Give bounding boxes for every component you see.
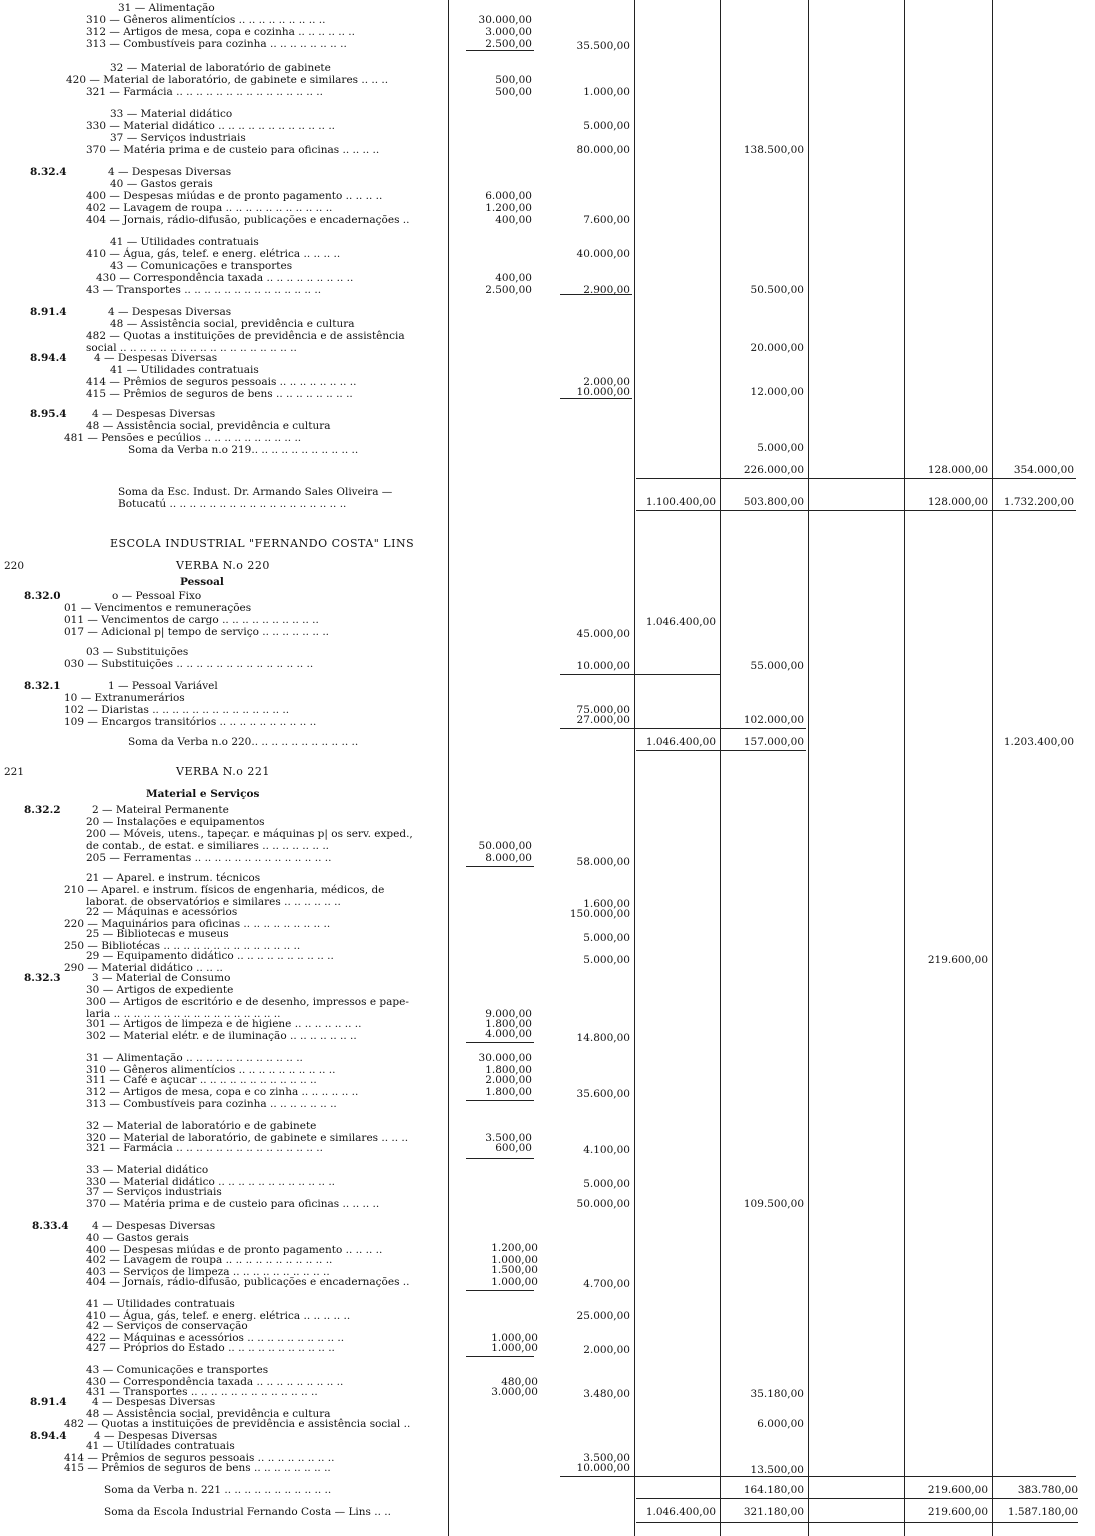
rule [466, 1158, 534, 1159]
line-item-text: o — Pessoal Fixo [112, 590, 202, 602]
rule [466, 1042, 534, 1043]
amount-value: 2.000,00 [583, 1344, 630, 1356]
amount-value: 102.000,00 [743, 714, 804, 726]
amount-value: 383.780,00 [1017, 1484, 1078, 1496]
line-item-text: 414 — Prêmios de seguros pessoais .. .. .. .. .. .. .. .. [86, 376, 357, 388]
line-item-text: 4 — Despesas Diversas [94, 352, 218, 364]
amount-value: 20.000,00 [750, 342, 804, 354]
line-item-text: 41 — Utilidades contratuais [86, 1440, 235, 1452]
line-item-text: 43 — Transportes .. .. .. .. .. .. .. .. .. .. .. .. .. .. [86, 284, 322, 296]
line-item-text: 321 — Farmácia .. .. .. .. .. .. .. .. .. .. .. .. .. .. .. [86, 86, 323, 98]
line-item-text: 310 — Gêneros alimentícios .. .. .. .. .. .. .. .. .. [86, 14, 326, 26]
rule [636, 1498, 1078, 1499]
line-item-text: 420 — Material de laboratório, de gabinete e similares .. .. .. [66, 74, 389, 86]
line-item-text: 03 — Substituições [86, 646, 189, 658]
line-item-text: 41 — Utilidades contratuais [110, 236, 259, 248]
amount-value: 600,00 [495, 1142, 532, 1154]
line-item-text: 4 — Despesas Diversas [92, 1220, 216, 1232]
classification-code: 8.94.4 [30, 352, 67, 364]
column-rule-4 [808, 0, 809, 1536]
amount-value: 2.900,00 [583, 284, 630, 296]
amount-value: 30.000,00 [478, 1052, 532, 1064]
amount-value: 1.200,00 [485, 202, 532, 214]
line-item-text: 290 — Material didático .. .. .. [64, 962, 223, 974]
line-item-text: Soma da Verba n.o 219.. .. .. .. .. .. .. .. .. .. .. [128, 444, 359, 456]
amount-value: 50.000,00 [576, 1198, 630, 1210]
amount-value: 10.000,00 [576, 386, 630, 398]
amount-value: 25.000,00 [576, 1310, 630, 1322]
line-item-text: 29 — Equipamento didático .. .. .. .. .. .. .. .. .. .. [86, 950, 334, 962]
amount-value: 219.600,00 [927, 1506, 988, 1518]
amount-value: 1.000,00 [491, 1254, 538, 1266]
line-item-text: 250 — Bibliotécas .. .. .. .. .. .. .. .. .. .. .. .. .. .. [64, 940, 301, 952]
amount-value: 3.000,00 [491, 1386, 538, 1398]
amount-value: 500,00 [495, 86, 532, 98]
line-item-text: 01 — Vencimentos e remunerações [64, 602, 252, 614]
line-item-text: 312 — Artigos de mesa, copa e co zinha .. .. .. .. .. .. [86, 1086, 359, 1098]
amount-value: 1.203.400,00 [1003, 736, 1074, 748]
line-item-text: 414 — Prêmios de seguros pessoais .. .. .. .. .. .. .. .. [64, 1452, 335, 1464]
amount-value: 3.500,00 [583, 1452, 630, 1464]
line-item-text: 33 — Material didático [110, 108, 233, 120]
line-item-text: 200 — Móveis, utens., tapeçar. e máquinas p| os serv. exped., [86, 828, 413, 840]
line-item-text: 320 — Material de laboratório, de gabinete e similares .. .. .. [86, 1132, 409, 1144]
classification-code: 8.91.4 [30, 306, 67, 318]
line-item-text: 404 — Jornais, rádio-difusão, publicações e encadernações .. [86, 1276, 410, 1288]
amount-value: 128.000,00 [927, 464, 988, 476]
line-item-text: 21 — Aparel. e instrum. técnicos [86, 872, 261, 884]
amount-value: 480,00 [501, 1376, 538, 1388]
amount-value: 5.000,00 [583, 120, 630, 132]
line-item-text: 402 — Lavagem de roupa .. .. .. .. .. .. .. .. .. .. .. [86, 202, 333, 214]
rule [636, 750, 806, 751]
line-item-text: 403 — Serviços de limpeza .. .. .. .. .. .. .. .. .. .. [86, 1266, 330, 1278]
line-item-text: 48 — Assistência social, previdência e cultura [86, 420, 331, 432]
line-item-text: 40 — Gastos gerais [86, 1232, 189, 1244]
line-item-text: Soma da Esc. Indust. Dr. Armando Sales Oliveira — [118, 486, 393, 498]
amount-value: 1.046.400,00 [645, 736, 716, 748]
line-item-text: Soma da Verba n.o 220.. .. .. .. .. .. .. .. .. .. .. [128, 736, 359, 748]
amount-value: 500,00 [495, 74, 532, 86]
line-item-text: 43 — Comunicações e transportes [86, 1364, 269, 1376]
line-item-text: laborat. de observatórios e similares .. .. .. .. .. .. [86, 896, 341, 908]
amount-value: 45.000,00 [576, 628, 630, 640]
line-item-text: 402 — Lavagem de roupa .. .. .. .. .. .. .. .. .. .. .. [86, 1254, 333, 1266]
line-item-text: 011 — Vencimentos de cargo .. .. .. .. .. .. .. .. .. .. [64, 614, 319, 626]
amount-value: 12.000,00 [750, 386, 804, 398]
rule [466, 866, 534, 867]
amount-value: 40.000,00 [576, 248, 630, 260]
line-item-text: 321 — Farmácia .. .. .. .. .. .. .. .. .. .. .. .. .. .. .. [86, 1142, 323, 1154]
amount-value: 35.600,00 [576, 1088, 630, 1100]
material-servicos-heading: Material e Serviços [146, 788, 260, 800]
line-item-text: 25 — Bibliotecas e museus [86, 928, 229, 940]
amount-value: 1.046.400,00 [645, 616, 716, 628]
line-item-text: 4 — Despesas Diversas [92, 408, 216, 420]
line-item-text: 210 — Aparel. e instrum. físicos de engenharia, médicos, de [64, 884, 385, 896]
line-item-text: 313 — Combustíveis para cozinha .. .. .. .. .. .. .. [86, 1098, 337, 1110]
line-item-text: 400 — Despesas miúdas e de pronto pagamento .. .. .. .. [86, 1244, 383, 1256]
amount-value: 10.000,00 [576, 660, 630, 672]
amount-value: 109.500,00 [743, 1198, 804, 1210]
line-item-text: 404 — Jornais, rádio-difusão, publicações e encadernações .. [86, 214, 410, 226]
line-item-text: 430 — Correspondência taxada .. .. .. .. .. .. .. .. .. [86, 1376, 344, 1388]
amount-value: 3.000,00 [485, 26, 532, 38]
line-item-text: 302 — Material elétr. e de iluminação .. .. .. .. .. .. .. [86, 1030, 357, 1042]
line-item-text: 102 — Diaristas .. .. .. .. .. .. .. .. .. .. .. .. .. .. [64, 704, 290, 716]
amount-value: 7.600,00 [583, 214, 630, 226]
amount-value: 157.000,00 [743, 736, 804, 748]
line-item-text: 415 — Prêmios de seguros de bens .. .. .. .. .. .. .. .. [64, 1462, 331, 1474]
classification-code: 8.94.4 [30, 1430, 67, 1442]
amount-value: 6.000,00 [485, 190, 532, 202]
line-item-text: 33 — Material didático [86, 1164, 209, 1176]
rule [466, 1100, 534, 1101]
verba-220-title: VERBA N.o 220 [176, 559, 270, 572]
line-item-text: 482 — Quotas a instituições de previdência e de assistência [86, 330, 405, 342]
amount-value: 5.000,00 [583, 1178, 630, 1190]
rule [636, 478, 1076, 479]
amount-value: 1.600,00 [583, 898, 630, 910]
line-item-text: 109 — Encargos transitórios .. .. .. .. .. .. .. .. .. .. [64, 716, 317, 728]
line-item-text: 313 — Combustíveis para cozinha .. .. .. .. .. .. .. .. [86, 38, 347, 50]
rule [466, 1290, 534, 1291]
line-item-text: 481 — Pensões e pecúlios .. .. .. .. .. .. .. .. .. .. [64, 432, 302, 444]
amount-value: 1.732.200,00 [1003, 496, 1074, 508]
rule [636, 1522, 1078, 1523]
amount-value: 354.000,00 [1013, 464, 1074, 476]
line-item-text: 37 — Serviços industriais [110, 132, 246, 144]
line-item-text: 330 — Material didático .. .. .. .. .. .. .. .. .. .. .. .. [86, 1176, 335, 1188]
amount-value: 3.500,00 [485, 1132, 532, 1144]
rule [560, 1476, 1076, 1477]
amount-value: 9.000,00 [485, 1008, 532, 1020]
amount-value: 27.000,00 [576, 714, 630, 726]
amount-value: 219.600,00 [927, 1484, 988, 1496]
classification-code: 8.32.4 [30, 166, 67, 178]
amount-value: 5.000,00 [757, 442, 804, 454]
amount-value: 1.800,00 [485, 1064, 532, 1076]
amount-value: 400,00 [495, 272, 532, 284]
column-rule-3 [720, 0, 721, 1536]
amount-value: 2.500,00 [485, 284, 532, 296]
classification-code: 8.32.3 [24, 972, 61, 984]
amount-value: 1.800,00 [485, 1018, 532, 1030]
amount-value: 1.046.400,00 [645, 1506, 716, 1518]
line-item-text: 017 — Adicional p| tempo de serviço .. .. .. .. .. .. .. [64, 626, 330, 638]
amount-value: 4.700,00 [583, 1278, 630, 1290]
line-item-text: 4 — Despesas Diversas [94, 1430, 218, 1442]
amount-value: 1.000,00 [491, 1342, 538, 1354]
school-title: ESCOLA INDUSTRIAL "FERNANDO COSTA" LINS [110, 537, 415, 550]
rule [560, 728, 806, 729]
amount-value: 8.000,00 [485, 852, 532, 864]
amount-value: 50.000,00 [478, 840, 532, 852]
line-item-text: 48 — Assistência social, previdência e cultura [86, 1408, 331, 1420]
classification-code: 8.32.2 [24, 804, 61, 816]
line-item-text: 3 — Material de Consumo [92, 972, 231, 984]
column-rule-2 [634, 0, 635, 1536]
line-item-text: 20 — Instalações e equipamentos [86, 816, 265, 828]
line-item-text: 32 — Material de laboratório de gabinete [110, 62, 331, 74]
amount-value: 1.000,00 [491, 1332, 538, 1344]
verba-221-number: 221 [4, 766, 25, 778]
amount-value: 5.000,00 [583, 932, 630, 944]
line-item-text: 330 — Material didático .. .. .. .. .. .. .. .. .. .. .. .. [86, 120, 335, 132]
amount-value: 138.500,00 [743, 144, 804, 156]
rule [636, 510, 1076, 511]
line-item-text: 431 — Transportes .. .. .. .. .. .. .. .. .. .. .. .. .. [86, 1386, 318, 1398]
line-item-text: 311 — Café e açucar .. .. .. .. .. .. .. .. .. .. .. .. [86, 1074, 317, 1086]
classification-code: 8.33.4 [32, 1220, 69, 1232]
column-rule-6 [992, 0, 993, 1536]
verba-220-number: 220 [4, 560, 25, 572]
line-item-text: 2 — Mateiral Permanente [92, 804, 229, 816]
line-item-text: 430 — Correspondência taxada .. .. .. .. .. .. .. .. .. [96, 272, 354, 284]
line-item-text: Botucatú .. .. .. .. .. .. .. .. .. .. .. .. .. .. .. .. .. .. [118, 498, 347, 510]
amount-value: 1.200,00 [491, 1242, 538, 1254]
line-item-text: 030 — Substituições .. .. .. .. .. .. .. .. .. .. .. .. .. .. [64, 658, 314, 670]
amount-value: 1.000,00 [491, 1276, 538, 1288]
classification-code: 8.32.1 [24, 680, 61, 692]
amount-value: 35.180,00 [750, 1388, 804, 1400]
amount-value: 1.500,00 [491, 1264, 538, 1276]
line-item-text: 410 — Água, gás, telef. e energ. elétrica .. .. .. .. .. [86, 1310, 351, 1322]
amount-value: 1.800,00 [485, 1086, 532, 1098]
amount-value: 6.000,00 [757, 1418, 804, 1430]
amount-value: 2.000,00 [583, 376, 630, 388]
line-item-text: 4 — Despesas Diversas [108, 166, 232, 178]
amount-value: 5.000,00 [583, 954, 630, 966]
line-item-text: 42 — Serviços de conservação [86, 1320, 248, 1332]
line-item-text: 22 — Máquinas e acessórios [86, 906, 238, 918]
line-item-text: 1 — Pessoal Variável [108, 680, 218, 692]
amount-value: 80.000,00 [576, 144, 630, 156]
amount-value: 4.100,00 [583, 1144, 630, 1156]
amount-value: 50.500,00 [750, 284, 804, 296]
rule [560, 674, 720, 675]
line-item-text: 370 — Matéria prima e de custeio para oficinas .. .. .. .. [86, 1198, 380, 1210]
line-item-text: 205 — Ferramentas .. .. .. .. .. .. .. .. .. .. .. .. .. .. [86, 852, 332, 864]
line-item-text: 4 — Despesas Diversas [92, 1396, 216, 1408]
amount-value: 55.000,00 [750, 660, 804, 672]
line-item-text: 4 — Despesas Diversas [108, 306, 232, 318]
amount-value: 30.000,00 [478, 14, 532, 26]
line-item-text: 41 — Utilidades contratuais [86, 1298, 235, 1310]
amount-value: 75.000,00 [576, 704, 630, 716]
line-item-text: 422 — Máquinas e acessórios .. .. .. .. .. .. .. .. .. .. [86, 1332, 345, 1344]
amount-value: 58.000,00 [576, 856, 630, 868]
line-item-text: 40 — Gastos gerais [110, 178, 213, 190]
amount-value: 4.000,00 [485, 1028, 532, 1040]
rule [466, 1356, 534, 1357]
verba-221-title: VERBA N.o 221 [176, 765, 270, 778]
column-rule-1 [448, 0, 449, 1536]
amount-value: 1.000,00 [583, 86, 630, 98]
line-item-text: social .. .. .. .. .. .. .. .. .. .. .. .. .. .. .. .. .. .. [86, 342, 297, 354]
amount-value: 150.000,00 [569, 908, 630, 920]
amount-value: 321.180,00 [743, 1506, 804, 1518]
line-item-text: 410 — Água, gás, telef. e energ. elétrica .. .. .. .. [86, 248, 341, 260]
line-item-text: 32 — Material de laboratório e de gabinete [86, 1120, 317, 1132]
amount-value: 13.500,00 [750, 1464, 804, 1476]
amount-value: 2.000,00 [485, 1074, 532, 1086]
classification-code: 8.32.0 [24, 590, 61, 602]
line-item-text: 301 — Artigos de limpeza e de higiene .. .. .. .. .. .. .. [86, 1018, 362, 1030]
line-item-text: 37 — Serviços industriais [86, 1186, 222, 1198]
amount-value: 400,00 [495, 214, 532, 226]
line-item-text: 310 — Gêneros alimentícios .. .. .. .. .. .. .. .. .. .. [86, 1064, 336, 1076]
amount-value: 2.500,00 [485, 38, 532, 50]
amount-value: 35.500,00 [576, 40, 630, 52]
line-item-text: Soma da Verba n. 221 .. .. .. .. .. .. .. .. .. .. .. [104, 1484, 332, 1496]
line-item-text: 482 — Quotas a instituições de previdência e assistência social .. [64, 1418, 411, 1430]
amount-value: 1.587.180,00 [1007, 1506, 1078, 1518]
amount-value: 128.000,00 [927, 496, 988, 508]
line-item-text: 30 — Artigos de expediente [86, 984, 234, 996]
amount-value: 503.800,00 [743, 496, 804, 508]
amount-value: 10.000,00 [576, 1462, 630, 1474]
line-item-text: 427 — Próprios do Estado .. .. .. .. .. .. .. .. .. .. .. [86, 1342, 335, 1354]
pessoal-heading: Pessoal [180, 576, 224, 588]
line-item-text: 300 — Artigos de escritório e de desenho, impressos e pape- [86, 996, 409, 1008]
line-item-text: 31 — Alimentação .. .. .. .. .. .. .. .. .. .. .. .. [86, 1052, 303, 1064]
line-item-text: 370 — Matéria prima e de custeio para oficinas .. .. .. .. [86, 144, 380, 156]
line-item-text: 415 — Prêmios de seguros de bens .. .. .. .. .. .. .. .. [86, 388, 353, 400]
amount-value: 14.800,00 [576, 1032, 630, 1044]
rule [560, 398, 632, 399]
line-item-text: 48 — Assistência social, previdência e cultura [110, 318, 355, 330]
line-item-text: de contab., de estat. e similiares .. .. .. .. .. .. .. [86, 840, 330, 852]
line-item-text: Soma da Escola Industrial Fernando Costa — Lins .. .. [104, 1506, 391, 1518]
amount-value: 164.180,00 [743, 1484, 804, 1496]
line-item-text: 312 — Artigos de mesa, copa e cozinha .. .. .. .. .. .. [86, 26, 355, 38]
line-item-text: 10 — Extranumerários [64, 692, 185, 704]
classification-code: 8.91.4 [30, 1396, 67, 1408]
line-item-text: 31 — Alimentação [118, 2, 215, 14]
amount-value: 1.100.400,00 [645, 496, 716, 508]
amount-value: 226.000,00 [743, 464, 804, 476]
amount-value: 3.480,00 [583, 1388, 630, 1400]
column-rule-5 [904, 0, 905, 1536]
line-item-text: 43 — Comunicações e transportes [110, 260, 293, 272]
rule [466, 50, 534, 51]
line-item-text: laria .. .. .. .. .. .. .. .. .. .. .. .. .. .. .. .. .. [86, 1008, 281, 1020]
classification-code: 8.95.4 [30, 408, 67, 420]
line-item-text: 220 — Maquinários para oficinas .. .. .. .. .. .. .. .. .. [64, 918, 331, 930]
line-item-text: 400 — Despesas miúdas e de pronto pagamento .. .. .. .. [86, 190, 383, 202]
amount-value: 219.600,00 [927, 954, 988, 966]
line-item-text: 41 — Utilidades contratuais [110, 364, 259, 376]
